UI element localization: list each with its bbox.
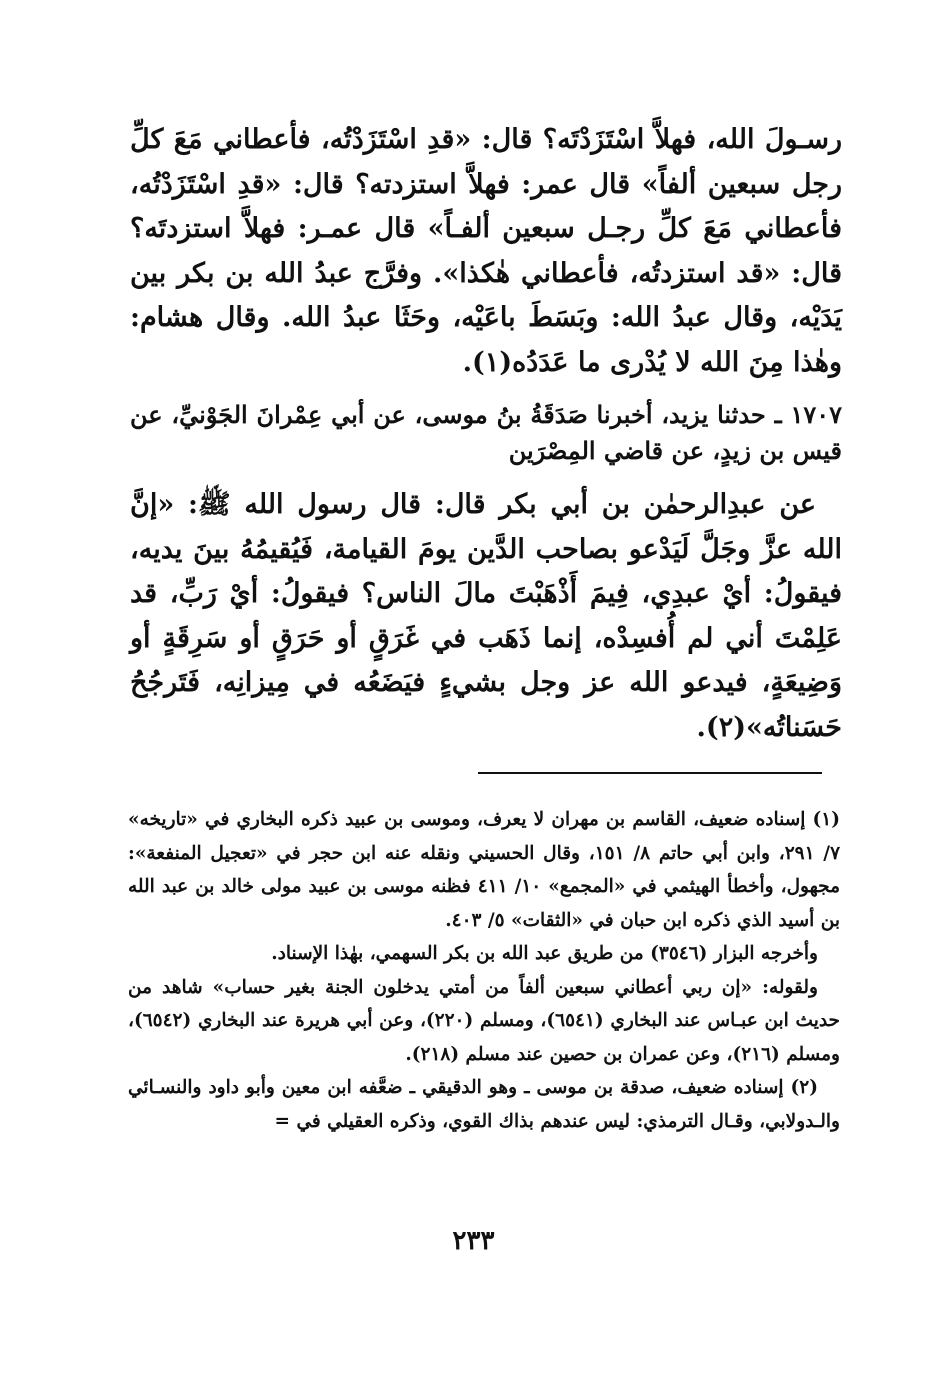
footnote-divider (478, 772, 822, 774)
footnote-2: (٢) إسناده ضعيف، صدقة بن موسى ـ وهو الدقيقي ـ ضعَّفه ابن معين وأبو داود والنسـائي والـدولابي، وقـال الترمذي: ليس عندهم بذاك القوي، وذكره العقيلي في = (128, 1077, 840, 1132)
main-paragraph: رسـولَ الله، فهلاَّ اسْتَزَدْتَه؟ قال: «قدِ اسْتَزَدْتُه، فأعطاني مَعَ كلِّ رجل سبعين ألفاً» قال عمر: فهلاَّ استزدته؟ قال: «قدِ اسْتَزَدْتُه، فأعطاني مَعَ كلِّ رجـل سبعين ألفـاً» قال عمـر: فهلاَّ استزدتَه؟ قال: «قد استزدتُه، فأعطاني هٰكذا». وفرَّج عبدُ الله بن بكر بين يَدَيْه، وقال عبدُ الله: وبَسَطَ باعَيْه، وحَثَا عبدُ الله. وقال هشام: وهٰذا مِنَ الله لا يُدْرى ما عَدَدُه(١). (130, 124, 842, 378)
main-paragraph: عن عبدِالرحمٰن بن أبي بكر قال: قال رسول الله ﷺ: «إنَّ الله عزَّ وجَلَّ لَيَدْعو بصاحب الدَّين يومَ القيامة، فَيُقيمُهُ بينَ يديه، فيقولُ: أيْ عبدِي، فِيمَ أَذْهَبْتَ مالَ الناس؟ فيقولُ: أيْ رَبِّ، قد عَلِمْتَ أني لم أُفسِدْه، إنما ذَهَب في غَرَقٍ أو حَرَقٍ أو سَرِقَةٍ أو وَضِيعَةٍ، فيدعو الله عز وجل بشيءٍ فيَضَعُه في مِيزانِه، فَتَرجُحُ حَسَناتُه»(٢). (130, 489, 842, 743)
page-number: ٢٣٣ (452, 1226, 495, 1256)
main-text (130, 118, 842, 750)
hadith-chain-heading: ١٧٠٧ ـ حدثنا يزيد، أخبرنا صَدَقَةُ بنُ موسى، عن أبي عِمْرانَ الجَوْنيِّ، عن قيس بن زيدٍ، عن قاضي المِصْرَين (130, 400, 842, 465)
footnote-1-continuation: وأخرجه البزار (٣٥٤٦) من طريق عبد الله بن بكر السهمي، بهٰذا الإسناد. (271, 943, 818, 964)
footnotes (128, 803, 840, 1138)
footnote-1-continuation: ولقوله: «إن ربي أعطاني سبعين ألفاً من أمتي يدخلون الجنة بغير حساب» شاهد من حديث ابن عبـاس عند البخاري (٦٥٤١)، ومسلم (٢٢٠)، وعن أبي هريرة عند البخاري (٦٥٤٢)، ومسلم (٢١٦)، وعن عمران بن حصين عند مسلم (٢١٨). (128, 976, 840, 1065)
footnote-1: (١) إسناده ضعيف، القاسم بن مهران لا يعرف، وموسى بن عبيد ذكره البخاري في «تاريخه» ٧/ ٢٩١، وابن أبي حاتم ٨/ ١٥١، وقال الحسيني ونقله عنه ابن حجر في «تعجيل المنفعة»: مجهول، وأخطأ الهيثمي في «المجمع» ١٠/ ٤١١ فظنه موسى بن عبيد مولى خالد بن عبد الله بن أسيد الذي ذكره ابن حبان في «الثقات» ٥/ ٤٠٣. (128, 809, 840, 931)
